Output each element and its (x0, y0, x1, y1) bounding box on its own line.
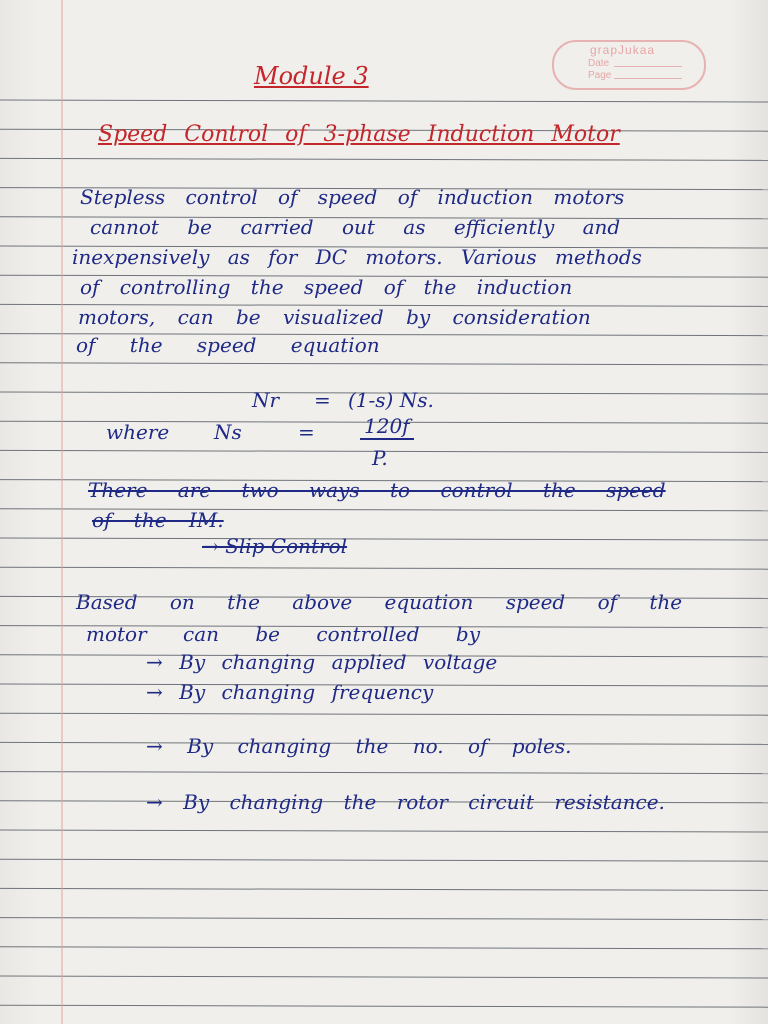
fraction-numerator: 120f (360, 414, 414, 440)
struck-line-2: of the IM. (92, 508, 224, 532)
paragraph-line-5: motors, can be visualized by consideration (78, 305, 591, 329)
struck-line-1: There are two ways to control the speed (88, 478, 666, 502)
date-line (614, 66, 682, 67)
method-rotor-resistance: → By changing the rotor circuit resistance. (146, 790, 665, 814)
method-frequency: → By changing frequency (146, 680, 434, 704)
ruled-line (0, 158, 768, 160)
section-heading: Speed Control of 3-phase Induction Motor (98, 122, 620, 147)
equation-rhs: (1-s) Ns. (348, 388, 434, 412)
ruled-line (0, 772, 768, 774)
ruled-line (0, 918, 768, 920)
where-label: where (106, 420, 170, 444)
equation-equals: = (314, 388, 331, 412)
ruled-line (0, 830, 768, 832)
struck-line-3: → Slip Control (202, 534, 348, 558)
paragraph-line-4: of controlling the speed of the induction (80, 275, 573, 299)
brand-label: grapJukaa (590, 43, 656, 57)
ruled-line (0, 859, 768, 861)
paragraph-line-2: cannot be carried out as efficiently and (90, 215, 621, 239)
ruled-line (0, 363, 768, 365)
page-header-stamp (552, 40, 706, 90)
module-title: Module 3 (254, 62, 369, 90)
fraction-denominator: P. (372, 446, 388, 470)
ruled-line (0, 567, 768, 569)
ruled-line (0, 1005, 768, 1007)
based-line-2: motor can be controlled by (86, 622, 481, 646)
ruled-line (0, 713, 768, 715)
ns-symbol: Ns (214, 420, 242, 444)
paragraph-line-1: Stepless control of speed of induction motors (80, 185, 625, 209)
ruled-line (0, 947, 768, 949)
ruled-line (0, 976, 768, 978)
method-applied-voltage: → By changing applied voltage (146, 650, 498, 674)
ruled-line (0, 100, 768, 102)
based-line-1: Based on the above equation speed of the (76, 590, 683, 614)
equation-lhs: Nr (252, 388, 280, 412)
ns-equals: = (298, 420, 315, 444)
date-label: Date (588, 58, 610, 69)
paragraph-line-3: inexpensively as for DC motors. Various methods (72, 245, 642, 269)
page-label: Page (588, 70, 612, 81)
page-line (614, 78, 682, 79)
ruled-line (0, 538, 768, 540)
ruled-line (0, 888, 768, 890)
paragraph-line-6: of the speed equation (76, 333, 380, 357)
method-number-of-poles: → By changing the no. of poles. (146, 734, 572, 758)
